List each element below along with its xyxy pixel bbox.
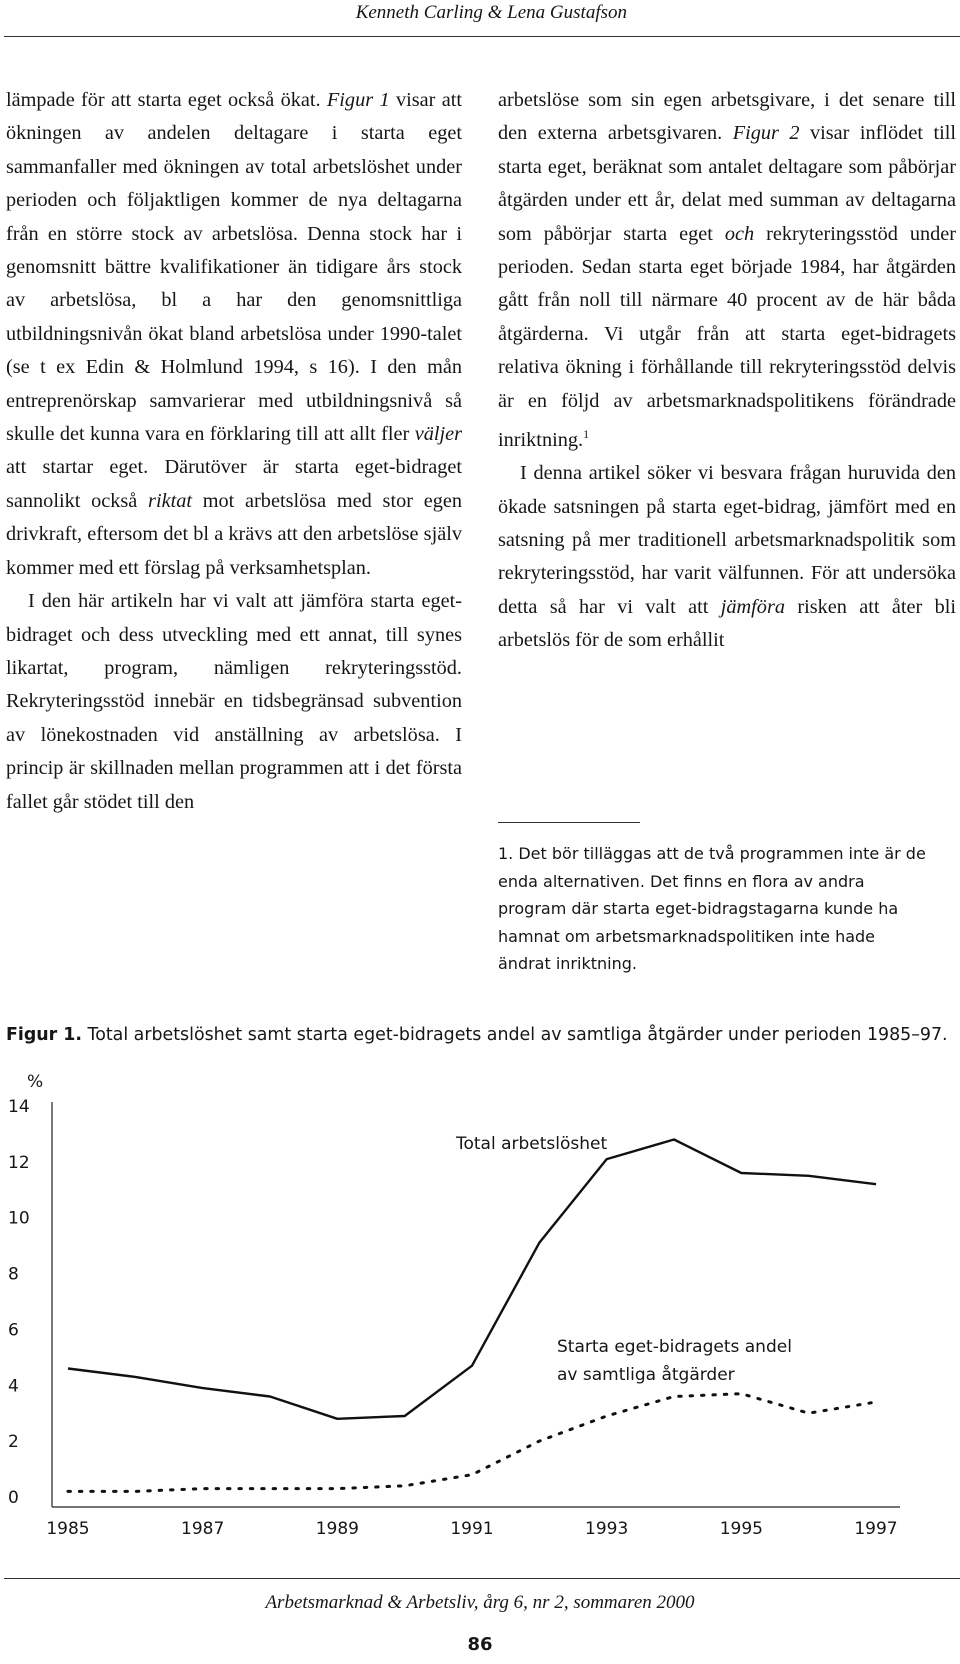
y-tick-label: 2 [8,1432,19,1453]
running-head-text: Kenneth Carling & Lena Gustafson [355,2,627,23]
x-tick-label: 1993 [585,1519,629,1539]
text-run: visar att ökningen av andelen deltagare i starta eget sammanfaller med ökningen av total arbetslöshet under perioden och följaktligen kommer de nya deltagarna från en större stock av arbetslösa. Denna stock har i genomsnitt bättre kvalifikationer än tidigare års stock av arbetslösa, bl a har den genomsnittliga utbildningsnivån ökat bland arbetslösa under 1990-talet (se t ex Edin & Holmlund 1994, s 16). I den mån entreprenörskap samvarierar med utbildningsnivå så skulle det kunna vara en förklaring till att allt fler [6,89,462,446]
footnote: 1. Det bör tilläggas att de två programmen inte är de enda alternativen. Det finns en flora av andra program där starta eget-bidragstagarna kunde ha hamnat om arbetsmarknadspolitiken inte hade ändrat inriktning. [498,844,926,974]
left-paragraph-1 [6,84,462,585]
left-column [6,84,462,819]
header-rule [4,36,960,37]
series-line-starta-eget-andel [68,1394,876,1492]
x-tick-label: 1987 [181,1519,225,1539]
x-tick-label: 1997 [854,1519,898,1539]
text-run: I denna artikel söker vi besvara frågan huruvida den ökade satsningen på starta eget-bidrag, jämfört med en satsning på mer traditionell arbetsmarknadspolitik som rekryteringsstöd, har varit välfunnen. För att undersöka detta så har vi valt att [498,462,956,618]
y-tick-label: 8 [8,1264,19,1285]
right-paragraph-1 [498,84,956,457]
y-tick-label: 10 [8,1208,30,1229]
figure-reference: Figur 2 [732,122,800,145]
y-tick-label: 6 [8,1320,19,1341]
series-label-starta-line-1: Starta eget-bidragets andel [557,1337,792,1357]
x-tick-label: 1985 [46,1519,90,1539]
footer-rule [4,1578,960,1579]
figure-caption-text: Total arbetslöshet samt starta eget-bidragets andel av samtliga åtgärder under perioden 1985–97. [82,1025,948,1045]
figure-label: Figur 1. [6,1025,83,1045]
y-tick-label: 4 [8,1376,19,1397]
journal-citation: Arbetsmarknad & Arbetsliv, årg 6, nr 2, sommaren 2000 [265,1592,695,1613]
series-line-total-arbetsloshet [68,1140,876,1419]
emphasis: jämföra [720,595,785,618]
x-tick-label: 1989 [315,1519,359,1539]
series-label-total: Total arbetslöshet [456,1134,608,1154]
footnote-rule [498,822,640,823]
emphasis: och [724,222,755,245]
y-tick-labels [8,1097,30,1508]
x-tick-label: 1991 [450,1519,494,1539]
emphasis: riktat [148,489,192,512]
text-run: arbetslöse som sin egen arbetsgivare, i det senare till den externa arbetsgivaren. [498,89,956,145]
text-run: visar inflödet till starta eget, beräknat som antalet deltagare som påbörjar åtgärden under ett år, delat med summan av deltagarna som påbörjar starta eget [498,122,956,245]
running-head [0,0,960,30]
y-unit-label: % [27,1072,44,1092]
left-paragraph-2: I den här artikeln har vi valt att jämföra starta eget-bidraget och dess utveckling med ett annat, till synes likartat, program, nämligen rekryteringsstöd. Rekryteringsstöd innebär en tidsbegränsad subvention av lönekostnaden vid anställning av arbetslösa. I princip är skillnaden mellan programmen att i det första fallet går stödet till den [6,590,462,813]
figure-1-chart [0,1060,960,1540]
text-run: lämpade för att starta eget också ökat. [6,89,327,111]
text-run: mot arbetslösa med stor egen drivkraft, eftersom det bl a krävs att den arbetslöse själv kommer med ett förslag på verksamhetsplan. [6,489,463,579]
footnote-marker[interactable]: 1 [583,427,590,442]
emphasis: väljer [414,423,462,446]
x-tick-label: 1995 [719,1519,763,1539]
text-run: risken att åter bli arbetslös för de som erhållit [498,595,957,652]
y-tick-label: 12 [8,1152,30,1173]
right-paragraph-2 [498,457,956,657]
series-label-starta-line-2: av samtliga åtgärder [557,1365,735,1385]
x-tick-labels [46,1519,897,1539]
text-run: rekryteringsstöd under perioden. Sedan starta eget började 1984, har åtgärden gått från noll till närmare 40 procent av de här båda åtgärderna. Vi utgår från att starta eget-bidragets relativa ökning i förhållande till rekryteringsstöd delvis är en följd av arbetsmarknadspolitikens förändrade inriktning. [498,222,956,451]
figure-caption [6,1022,956,1048]
y-tick-label: 14 [8,1097,30,1117]
page-number: 86 [467,1634,493,1655]
y-tick-label: 0 [8,1488,19,1508]
figure-reference: Figur 1 [326,89,390,111]
text-run: att startar eget. Därutöver är starta eget-bidraget sannolikt också [6,456,462,512]
right-column [498,84,956,658]
